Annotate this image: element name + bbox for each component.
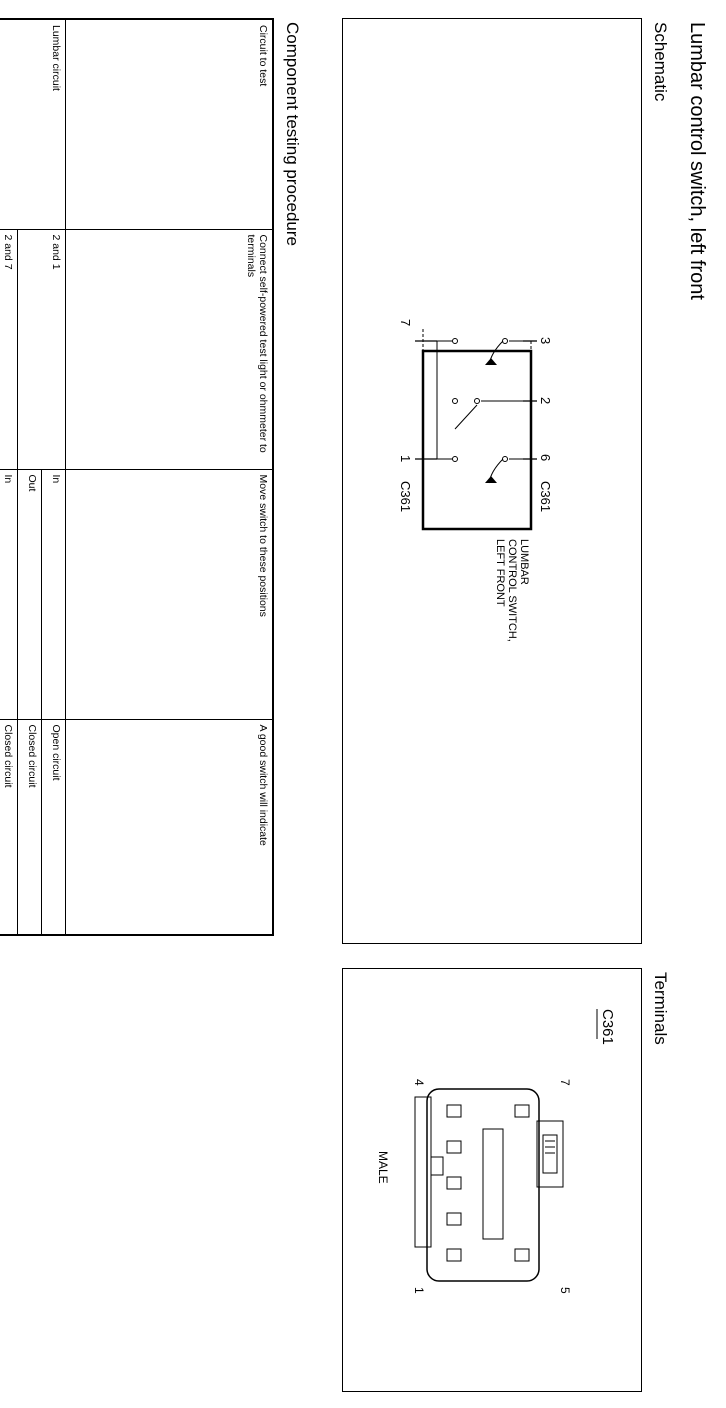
page-title: Lumbar control switch, left front	[686, 22, 708, 300]
schematic-box	[342, 18, 642, 944]
result-cell: Closed circuit	[0, 719, 18, 935]
terminals-cell: 2 and 1	[18, 229, 66, 469]
procedure-table	[0, 18, 274, 936]
pin-3-label: 3	[538, 337, 553, 345]
pin-label-bottom-left: 4	[412, 1079, 426, 1086]
terminals-box	[342, 968, 642, 1392]
pin-2-label: 2	[538, 397, 553, 405]
col-positions: Move switch to these positions	[66, 469, 274, 719]
connector-face-diagram	[341, 969, 641, 1393]
pin-7-label: 7	[398, 319, 413, 327]
pin-6-label: 6	[538, 454, 553, 462]
switch-label-line1: LUMBAR	[518, 539, 530, 585]
pin-1-label: 1	[398, 455, 413, 463]
col-result: A good switch will indicate	[66, 719, 274, 935]
position-cell: Out	[18, 469, 42, 719]
switch-body	[423, 351, 531, 529]
terminals-heading: Terminals	[651, 972, 670, 1045]
connector-gender-label: MALE	[376, 1151, 390, 1184]
position-cell: In	[0, 469, 18, 719]
pin-label-top-left: 7	[558, 1079, 572, 1086]
switch-label-line3: LEFT FRONT	[494, 539, 506, 607]
pin-label-top-right: 5	[558, 1287, 572, 1294]
schematic-diagram	[341, 19, 641, 945]
col-terminals: Connect self-powered test light or ohmmeter to terminals	[66, 229, 274, 469]
switch-label-line2: CONTROL SWITCH,	[506, 539, 518, 642]
position-cell: In	[42, 469, 66, 719]
connector-label-top: C361	[538, 481, 553, 513]
procedure-heading: Component testing procedure	[283, 22, 302, 246]
pin-label-bottom-right: 1	[412, 1287, 426, 1294]
result-cell: Open circuit	[42, 719, 66, 935]
schematic-heading: Schematic	[651, 22, 670, 102]
connector-label-bottom: C361	[398, 481, 413, 513]
result-cell: Closed circuit	[18, 719, 42, 935]
terminals-connector-label: C361	[599, 1009, 616, 1045]
circuit-cell: Lumbar circuit	[0, 19, 66, 229]
col-circuit: Circuit to test	[66, 19, 274, 229]
terminals-cell: 2 and 7	[0, 229, 18, 469]
